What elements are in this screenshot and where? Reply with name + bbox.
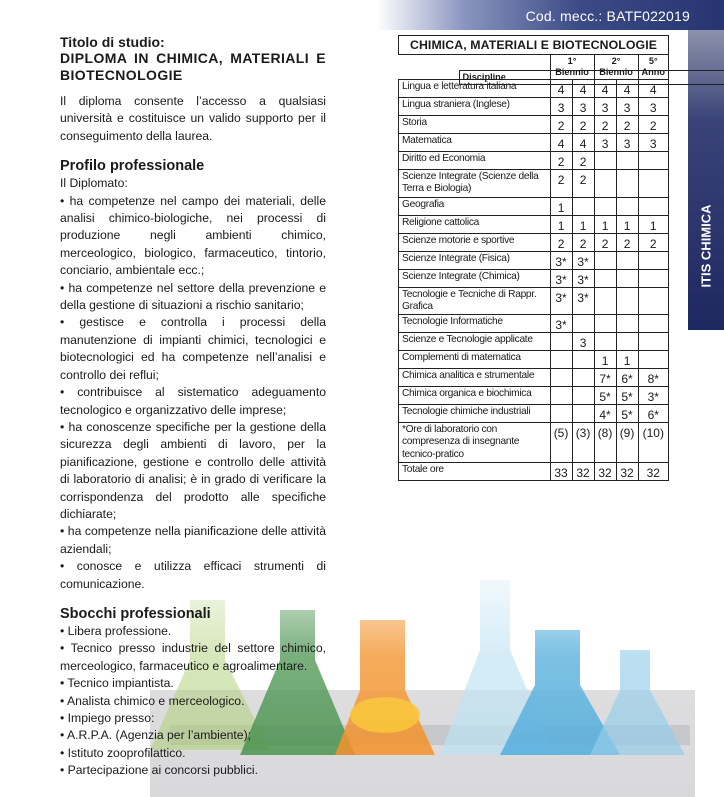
hours-cell: 1 xyxy=(594,215,616,233)
subject-cell: Storia xyxy=(399,116,551,134)
hours-cell xyxy=(616,152,638,170)
col-header-biennio2: 2° Biennio xyxy=(594,55,638,80)
hours-cell: 6* xyxy=(616,369,638,387)
hours-cell: 2 xyxy=(572,170,594,198)
table-row xyxy=(399,463,669,481)
table-body xyxy=(399,80,669,481)
subject-cell: *Ore di laboratorio con compresenza di insegnante tecnico-pratico xyxy=(399,423,551,463)
table-row xyxy=(399,269,669,287)
hours-cell: (5) xyxy=(550,423,572,463)
hours-cell xyxy=(638,152,668,170)
hours-cell: 4 xyxy=(638,80,668,98)
hours-cell: 4 xyxy=(572,134,594,152)
hours-cell: 3 xyxy=(550,98,572,116)
hours-cell: 1 xyxy=(550,197,572,215)
subject-cell: Lingua straniera (Inglese) xyxy=(399,98,551,116)
hours-cell: 33 xyxy=(550,463,572,481)
hours-cell: 8* xyxy=(638,369,668,387)
hours-cell: 4 xyxy=(550,80,572,98)
col-header-discipline: Discipline xyxy=(459,70,724,85)
hours-cell: 2 xyxy=(572,116,594,134)
hours-cell: 3 xyxy=(616,98,638,116)
hours-cell xyxy=(594,251,616,269)
subject-cell: Tecnologie Informatiche xyxy=(399,315,551,333)
hours-cell xyxy=(638,170,668,198)
hours-cell xyxy=(638,351,668,369)
hours-cell xyxy=(550,351,572,369)
hours-cell xyxy=(616,170,638,198)
profile-item: • ha conoscenze specifiche per la gestione della sicurezza degli ambienti di lavoro, per la pianificazione, gestione e controllo delle attività di laboratorio di analisi; è in grado di verificare la corrispondenza del prodotto alle specifiche dichiarate; xyxy=(60,419,326,521)
hours-cell: 1 xyxy=(550,215,572,233)
hours-cell: 5* xyxy=(616,387,638,405)
hours-cell xyxy=(594,170,616,198)
left-column xyxy=(60,34,326,780)
hours-cell: 2 xyxy=(638,116,668,134)
table-row xyxy=(399,233,669,251)
table-row xyxy=(399,287,669,315)
hours-cell xyxy=(572,351,594,369)
hours-cell: 5* xyxy=(594,387,616,405)
intro-paragraph: Il diploma consente l’accesso a qualsiasi università e costituisce un valido supporto per il conseguimento della laurea. xyxy=(60,94,326,143)
hours-cell: 2 xyxy=(572,152,594,170)
table-row xyxy=(399,134,669,152)
hours-cell: 2 xyxy=(550,233,572,251)
section-tab-label: ITIS CHIMICA xyxy=(698,204,714,288)
hours-cell: 3 xyxy=(638,98,668,116)
hours-cell xyxy=(572,197,594,215)
subject-cell: Matematica xyxy=(399,134,551,152)
hours-cell: 3 xyxy=(616,134,638,152)
hours-cell: 2 xyxy=(616,233,638,251)
hours-cell: 4 xyxy=(616,80,638,98)
profile-lead: Il Diplomato: xyxy=(60,176,128,191)
table-row xyxy=(399,405,669,423)
col-header-anno5: 5° Anno xyxy=(638,55,668,80)
subject-cell: Scienze Integrate (Fisica) xyxy=(399,251,551,269)
hours-cell xyxy=(550,405,572,423)
outlet-item: • Tecnico impiantista. xyxy=(60,676,174,691)
outlet-item: • Tecnico presso industrie del settore chimico, merceologico, farmaceutico e agroalimentare. xyxy=(60,641,326,673)
hours-cell: 1 xyxy=(616,215,638,233)
degree-title: DIPLOMA IN CHIMICA, MATERIALI E BIOTECNOLOGIE xyxy=(60,50,326,83)
hours-cell: 7* xyxy=(594,369,616,387)
school-code: Cod. mecc.: BATF022019 xyxy=(525,8,690,24)
table-row xyxy=(399,197,669,215)
hours-cell: 3 xyxy=(572,98,594,116)
subject-cell: Diritto ed Economia xyxy=(399,152,551,170)
subject-cell: Complementi di matematica xyxy=(399,351,551,369)
hours-cell xyxy=(594,287,616,315)
hours-cell: 2 xyxy=(594,233,616,251)
profile-item: • ha competenze nella pianificazione delle attività aziendali; xyxy=(60,524,326,556)
table-row xyxy=(399,369,669,387)
hours-cell xyxy=(638,333,668,351)
hours-cell: (9) xyxy=(616,423,638,463)
hours-cell xyxy=(572,315,594,333)
hours-cell: 3 xyxy=(594,134,616,152)
table-row xyxy=(399,315,669,333)
title-label: Titolo di studio: xyxy=(60,34,165,50)
hours-cell: 2 xyxy=(550,152,572,170)
hours-cell: (3) xyxy=(572,423,594,463)
outlet-item: • Istituto zooprofilattico. xyxy=(60,745,186,760)
hours-cell: 2 xyxy=(550,170,572,198)
hours-cell xyxy=(594,315,616,333)
hours-cell: 3* xyxy=(572,251,594,269)
table-row xyxy=(399,251,669,269)
hours-cell: 32 xyxy=(638,463,668,481)
hours-cell: 1 xyxy=(572,215,594,233)
subject-cell: Scienze e Tecnologie applicate xyxy=(399,333,551,351)
outlets-list xyxy=(60,623,326,780)
table-row xyxy=(399,387,669,405)
outlet-item: • Impiego presso: xyxy=(60,711,155,725)
hours-cell: 4 xyxy=(572,80,594,98)
hours-cell: 3 xyxy=(594,98,616,116)
hours-cell: 1 xyxy=(638,215,668,233)
subject-cell: Scienze motorie e sportive xyxy=(399,233,551,251)
profile-item: • conosce e utilizza efficaci strumenti di comunicazione. xyxy=(60,559,326,591)
hours-cell: 32 xyxy=(572,463,594,481)
hours-cell: 5* xyxy=(616,405,638,423)
col-header-biennio1: 1° Biennio xyxy=(550,55,594,80)
table-row xyxy=(399,423,669,463)
table-row xyxy=(399,152,669,170)
outlet-item: • Libera professione. xyxy=(60,623,172,638)
hours-cell: 3* xyxy=(550,287,572,315)
hours-cell xyxy=(638,251,668,269)
hours-cell xyxy=(594,333,616,351)
hours-cell xyxy=(638,269,668,287)
hours-cell xyxy=(616,333,638,351)
subject-cell: Chimica organica e biochimica xyxy=(399,387,551,405)
hours-cell: 2 xyxy=(616,116,638,134)
table-row xyxy=(399,333,669,351)
hours-cell: 3* xyxy=(550,315,572,333)
hours-cell: (8) xyxy=(594,423,616,463)
hours-cell xyxy=(616,269,638,287)
profile-item: • ha competenze nel campo dei materiali, delle analisi chimico-biologiche, nei processi di produzione negli ambienti chimico, merceologico, biologico, farmaceutico, tintorio, conciario, ambientale ecc.; xyxy=(60,193,326,278)
hours-cell: 3* xyxy=(572,269,594,287)
hours-cell xyxy=(616,315,638,333)
hours-cell xyxy=(616,197,638,215)
hours-cell xyxy=(594,152,616,170)
hours-cell: 4 xyxy=(550,134,572,152)
hours-cell: 3 xyxy=(572,333,594,351)
hours-cell: 2 xyxy=(550,116,572,134)
hours-cell xyxy=(572,405,594,423)
profile-item: • gestisce e controlla i processi della manutenzione di impianti chimici, tecnologici e biotecnologici ed ha competenze nell’analisi e controllo dei reflui; xyxy=(60,315,326,382)
hours-cell xyxy=(638,197,668,215)
table-row xyxy=(399,215,669,233)
hours-cell xyxy=(638,315,668,333)
hours-cell: (10) xyxy=(638,423,668,463)
subject-cell: Scienze Integrate (Scienze della Terra e Biologia) xyxy=(399,170,551,198)
hours-cell xyxy=(550,369,572,387)
subject-cell: Geografia xyxy=(399,197,551,215)
subject-cell: Tecnologie chimiche industriali xyxy=(399,405,551,423)
hours-cell: 3* xyxy=(550,269,572,287)
hours-cell xyxy=(594,197,616,215)
profile-item: • contribuisce al sistematico adeguamento tecnologico e organizzativo delle imprese; xyxy=(60,385,326,417)
table-row xyxy=(399,116,669,134)
hours-cell: 32 xyxy=(594,463,616,481)
hours-cell: 3 xyxy=(638,134,668,152)
table-title: CHIMICA, MATERIALI E BIOTECNOLOGIE xyxy=(399,36,669,55)
hours-cell: 3* xyxy=(550,251,572,269)
hours-cell xyxy=(594,269,616,287)
profile-item: • ha competenze nel settore della prevenzione e della gestione di situazioni a rischio sanitario; xyxy=(60,280,326,313)
hours-cell: 4 xyxy=(594,80,616,98)
hours-cell: 2 xyxy=(638,233,668,251)
outlet-item: • A.R.P.A. (Agenzia per l’ambiente); xyxy=(60,728,252,743)
hours-cell xyxy=(572,369,594,387)
hours-cell xyxy=(550,387,572,405)
profile-heading: Profilo professionale xyxy=(60,158,205,175)
subject-cell: Religione cattolica xyxy=(399,215,551,233)
subject-cell: Totale ore xyxy=(399,463,551,481)
hours-cell xyxy=(572,387,594,405)
subject-cell: Chimica analitica e strumentale xyxy=(399,369,551,387)
hours-cell xyxy=(550,333,572,351)
hours-cell xyxy=(638,287,668,315)
subject-cell: Tecnologie e Tecniche di Rappr. Grafica xyxy=(399,287,551,315)
hours-cell: 4* xyxy=(594,405,616,423)
outlet-item: • Partecipazione ai concorsi pubblici. xyxy=(60,763,259,778)
profile-list xyxy=(60,193,326,593)
hours-cell: 1 xyxy=(594,351,616,369)
hours-cell: 6* xyxy=(638,405,668,423)
table-row xyxy=(399,351,669,369)
outlet-item: • Analista chimico e merceologico. xyxy=(60,693,245,708)
top-header-bar xyxy=(0,0,724,30)
subject-cell: Scienze Integrate (Chimica) xyxy=(399,269,551,287)
table-row xyxy=(399,170,669,198)
hours-cell: 1 xyxy=(616,351,638,369)
hours-cell xyxy=(616,287,638,315)
table-row xyxy=(399,98,669,116)
subject-cell: Lingua e letteratura italiana xyxy=(399,80,551,98)
hours-cell: 3* xyxy=(572,287,594,315)
curriculum-table xyxy=(398,35,669,481)
outlets-heading: Sbocchi professionali xyxy=(60,605,211,622)
hours-cell xyxy=(616,251,638,269)
hours-cell: 3* xyxy=(638,387,668,405)
hours-cell: 2 xyxy=(572,233,594,251)
hours-cell: 32 xyxy=(616,463,638,481)
hours-cell: 2 xyxy=(594,116,616,134)
